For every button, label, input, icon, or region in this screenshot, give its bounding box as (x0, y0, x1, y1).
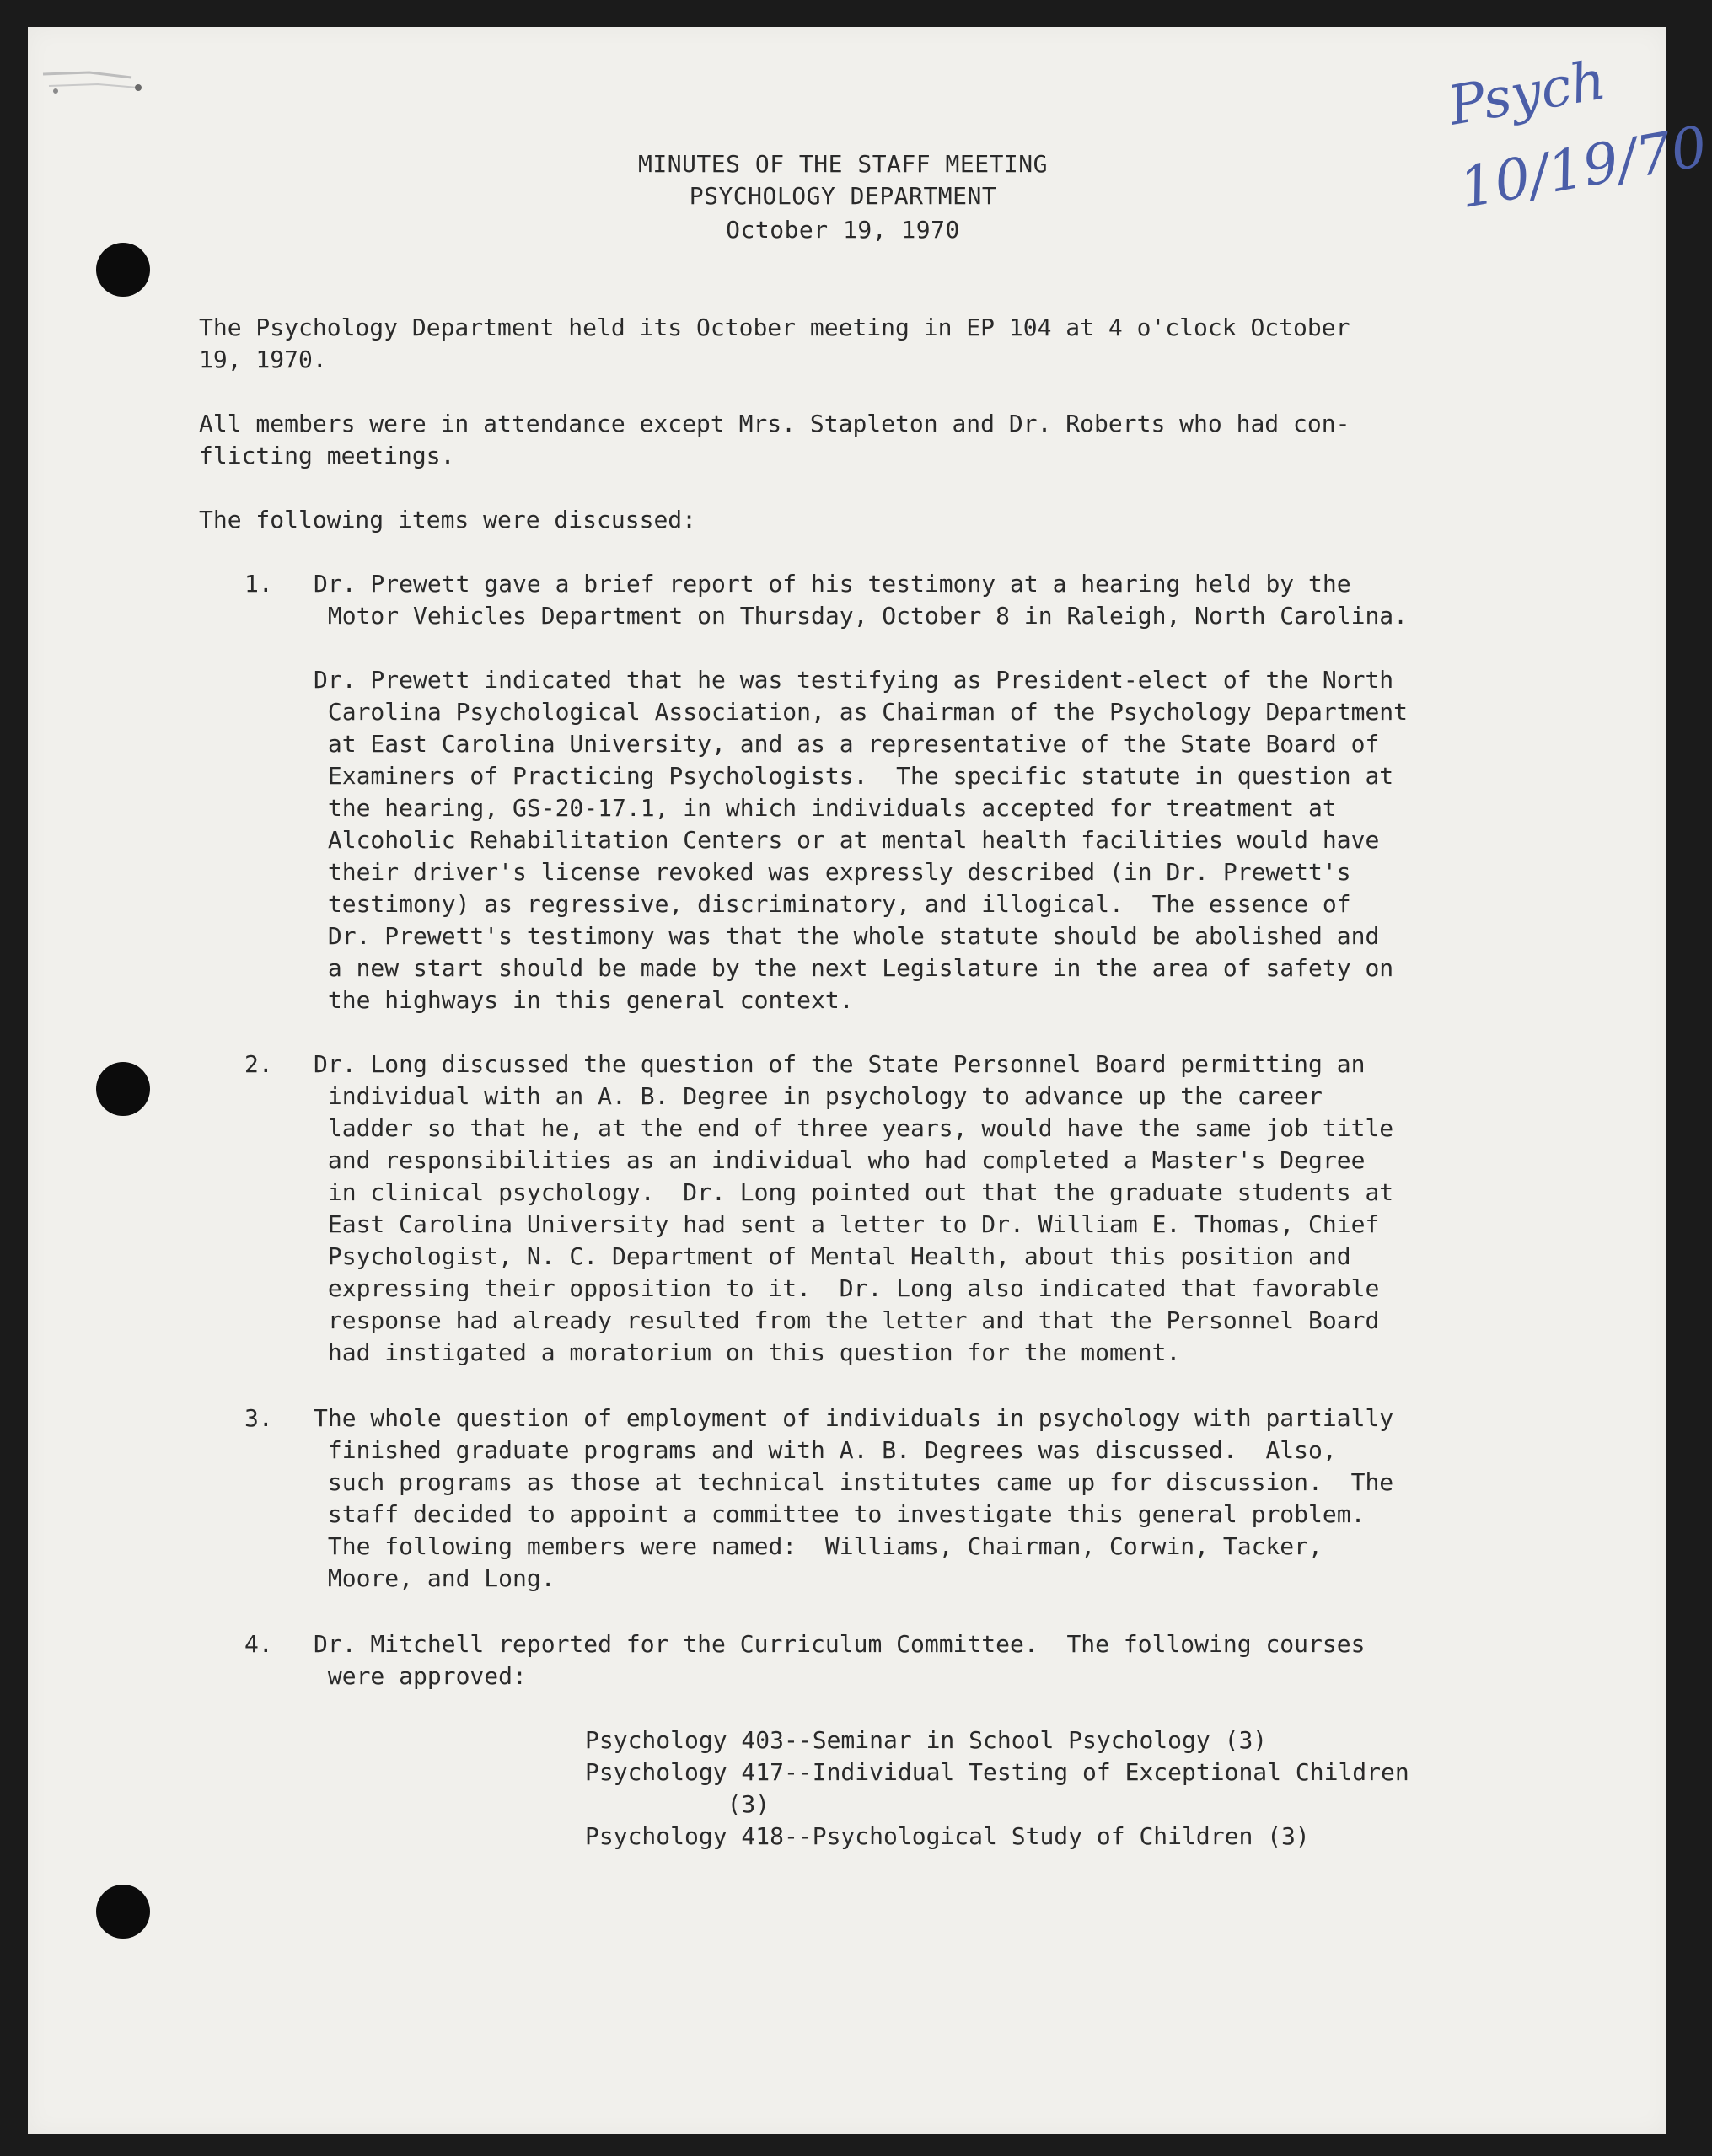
item-number: 3. (244, 1404, 273, 1432)
handwritten-date: 10/19/70 (1454, 113, 1712, 222)
item-line: Dr. Long discussed the question of the State Personnel Board permitting an (314, 1050, 1366, 1078)
intro-p2-line: All members were in attendance except Mrs. Stapleton and Dr. Roberts who had con- (199, 410, 1350, 437)
item-line: expressing their opposition to it. Dr. Long also indicated that favorable (314, 1274, 1380, 1302)
binder-hole-bottom (96, 1885, 150, 1939)
item-line: staff decided to appoint a committee to investigate this general problem. (314, 1500, 1366, 1528)
item-number: 2. (244, 1050, 273, 1078)
item-sub-line: their driver's license revoked was expressly described (in Dr. Prewett's (314, 858, 1351, 886)
item-line: such programs as those at technical institutes came up for discussion. The (314, 1468, 1394, 1496)
intro-p1-line: The Psychology Department held its October meeting in EP 104 at 4 o'clock October (199, 314, 1350, 341)
item-line: in clinical psychology. Dr. Long pointed out that the graduate students at (314, 1178, 1394, 1206)
item-line: Psychologist, N. C. Department of Mental Health, about this position and (314, 1242, 1351, 1270)
item-line: Motor Vehicles Department on Thursday, October 8 in Raleigh, North Carolina. (314, 602, 1409, 630)
item-number: 4. (244, 1630, 273, 1658)
course-line: Psychology 403--Seminar in School Psychology (3) (585, 1726, 1268, 1754)
item-sub-line: the highways in this general context. (314, 986, 854, 1014)
item-number: 1. (244, 570, 273, 598)
item-line: finished graduate programs and with A. B. Degrees was discussed. Also, (314, 1436, 1337, 1464)
heading-date: October 19, 1970 (726, 216, 960, 244)
item-sub-line: Dr. Prewett indicated that he was testifying as President-elect of the North (314, 666, 1394, 694)
intro-p1-line: 19, 1970. (199, 346, 327, 373)
binder-hole-middle (96, 1062, 150, 1116)
staple-mark (39, 57, 148, 108)
item-line: individual with an A. B. Degree in psychology to advance up the career (314, 1082, 1323, 1110)
intro-p3: The following items were discussed: (199, 506, 697, 534)
course-line: Psychology 418--Psychological Study of Children (3) (585, 1822, 1310, 1850)
item-sub-line: Dr. Prewett's testimony was that the whole statute should be abolished and (314, 922, 1380, 950)
item-sub-line: Carolina Psychological Association, as Chairman of the Psychology Department (314, 698, 1409, 726)
course-line: Psychology 417--Individual Testing of Exceptional Children (585, 1758, 1409, 1786)
item-sub-line: testimony) as regressive, discriminatory, and illogical. The essence of (314, 890, 1351, 918)
binder-hole-top (96, 243, 150, 297)
item-line: Moore, and Long. (314, 1564, 555, 1592)
heading-line-2: PSYCHOLOGY DEPARTMENT (689, 182, 997, 210)
item-line: The following members were named: Williams, Chairman, Corwin, Tacker, (314, 1532, 1323, 1560)
item-line: East Carolina University had sent a letter to Dr. William E. Thomas, Chief (314, 1210, 1380, 1238)
item-line: ladder so that he, at the end of three years, would have the same job title (314, 1114, 1394, 1142)
heading-line-1: MINUTES OF THE STAFF MEETING (637, 150, 1048, 178)
item-line: had instigated a moratorium on this question for the moment. (314, 1338, 1181, 1366)
item-line: The whole question of employment of individuals in psychology with partially (314, 1404, 1394, 1432)
item-sub-line: at East Carolina University, and as a representative of the State Board of (314, 730, 1380, 758)
handwritten-subject: Psych (1443, 49, 1611, 138)
item-sub-line: Alcoholic Rehabilitation Centers or at mental health facilities would have (314, 826, 1380, 854)
item-line: Dr. Mitchell reported for the Curriculum Committee. The following courses (314, 1630, 1366, 1658)
item-sub-line: the hearing, GS-20-17.1, in which individuals accepted for treatment at (314, 794, 1337, 822)
intro-p2-line: flicting meetings. (199, 442, 455, 469)
item-sub-line: Examiners of Practicing Psychologists. The specific statute in question at (314, 762, 1394, 790)
item-line: and responsibilities as an individual who had completed a Master's Degree (314, 1146, 1366, 1174)
item-line: were approved: (314, 1662, 527, 1690)
item-line: response had already resulted from the letter and that the Personnel Board (314, 1306, 1380, 1334)
item-line: Dr. Prewett gave a brief report of his testimony at a hearing held by the (314, 570, 1351, 598)
course-line: (3) (585, 1790, 770, 1818)
item-sub-line: a new start should be made by the next Legislature in the area of safety on (314, 954, 1394, 982)
